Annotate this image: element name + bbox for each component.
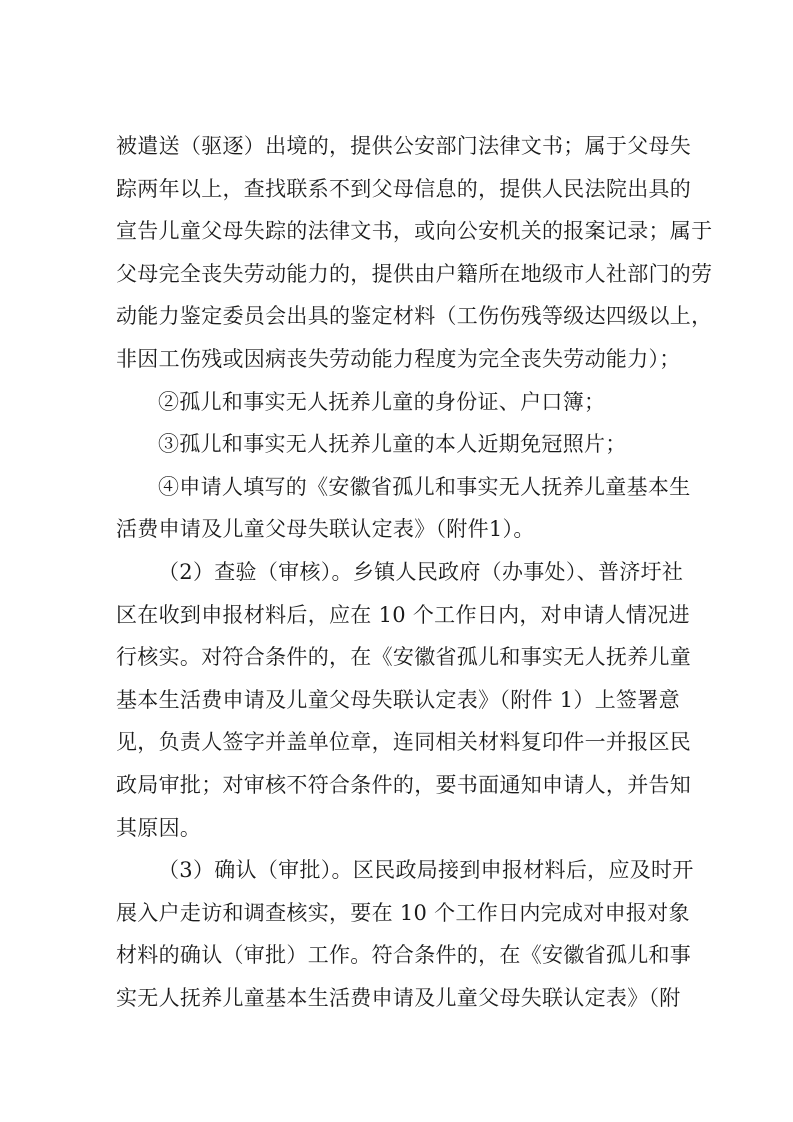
text-line: 材料的确认（审批）工作。符合条件的，在《安徽省孤儿和事	[116, 943, 692, 968]
text-line: 宣告儿童父母失踪的法律文书，或向公安机关的报案记录；属于	[116, 219, 713, 244]
list-item-4: ④申请人填写的《安徽省孤儿和事实无人抚养儿童基本生	[158, 474, 691, 499]
text-line: 父母完全丧失劳动能力的，提供由户籍所在地级市人社部门的劳	[116, 261, 713, 286]
text-line: 展入户走访和调查核实，要在 10 个工作日内完成对申报对象	[116, 900, 690, 925]
text-line: 踪两年以上，查找联系不到父母信息的，提供人民法院出具的	[116, 176, 692, 201]
text-line: 见，负责人签字并盖单位章，连同相关材料复印件一并报区民	[116, 730, 692, 755]
text-line: 实无人抚养儿童基本生活费申请及儿童父母失联认定表》（附	[116, 985, 681, 1010]
list-item-2: ②孤儿和事实无人抚养儿童的身份证、户口簿；	[158, 389, 606, 414]
text-line: 其原因。	[116, 815, 202, 840]
section-3-heading-line: （3）确认（审批）。区民政局接到申报材料后，应及时开	[158, 858, 694, 883]
text-line: 被遣送（驱逐）出境的，提供公安部门法律文书；属于父母失	[116, 134, 692, 158]
text-line: 动能力鉴定委员会出具的鉴定材料（工伤伤残等级达四级以上，	[116, 304, 713, 329]
section-2-heading-line: （2）查验（审核）。乡镇人民政府（办事处）、普济圩社	[158, 559, 684, 584]
text-line: 活费申请及儿童父母失联认定表》（附件1）。	[116, 517, 535, 542]
text-line: 非因工伤残或因病丧失劳动能力程度为完全丧失劳动能力）；	[116, 346, 681, 371]
document-body	[116, 125, 713, 1019]
text-line: 区在收到申报材料后，应在 10 个工作日内，对申请人情况进	[116, 602, 690, 627]
list-item-3: ③孤儿和事实无人抚养儿童的本人近期免冠照片；	[158, 432, 627, 457]
text-line: 行核实。对符合条件的，在《安徽省孤儿和事实无人抚养儿童	[116, 645, 692, 670]
text-line: 政局审批；对审核不符合条件的，要书面通知申请人，并告知	[116, 772, 692, 797]
text-line: 基本生活费申请及儿童父母失联认定表》（附件 1）上签署意	[116, 687, 680, 712]
